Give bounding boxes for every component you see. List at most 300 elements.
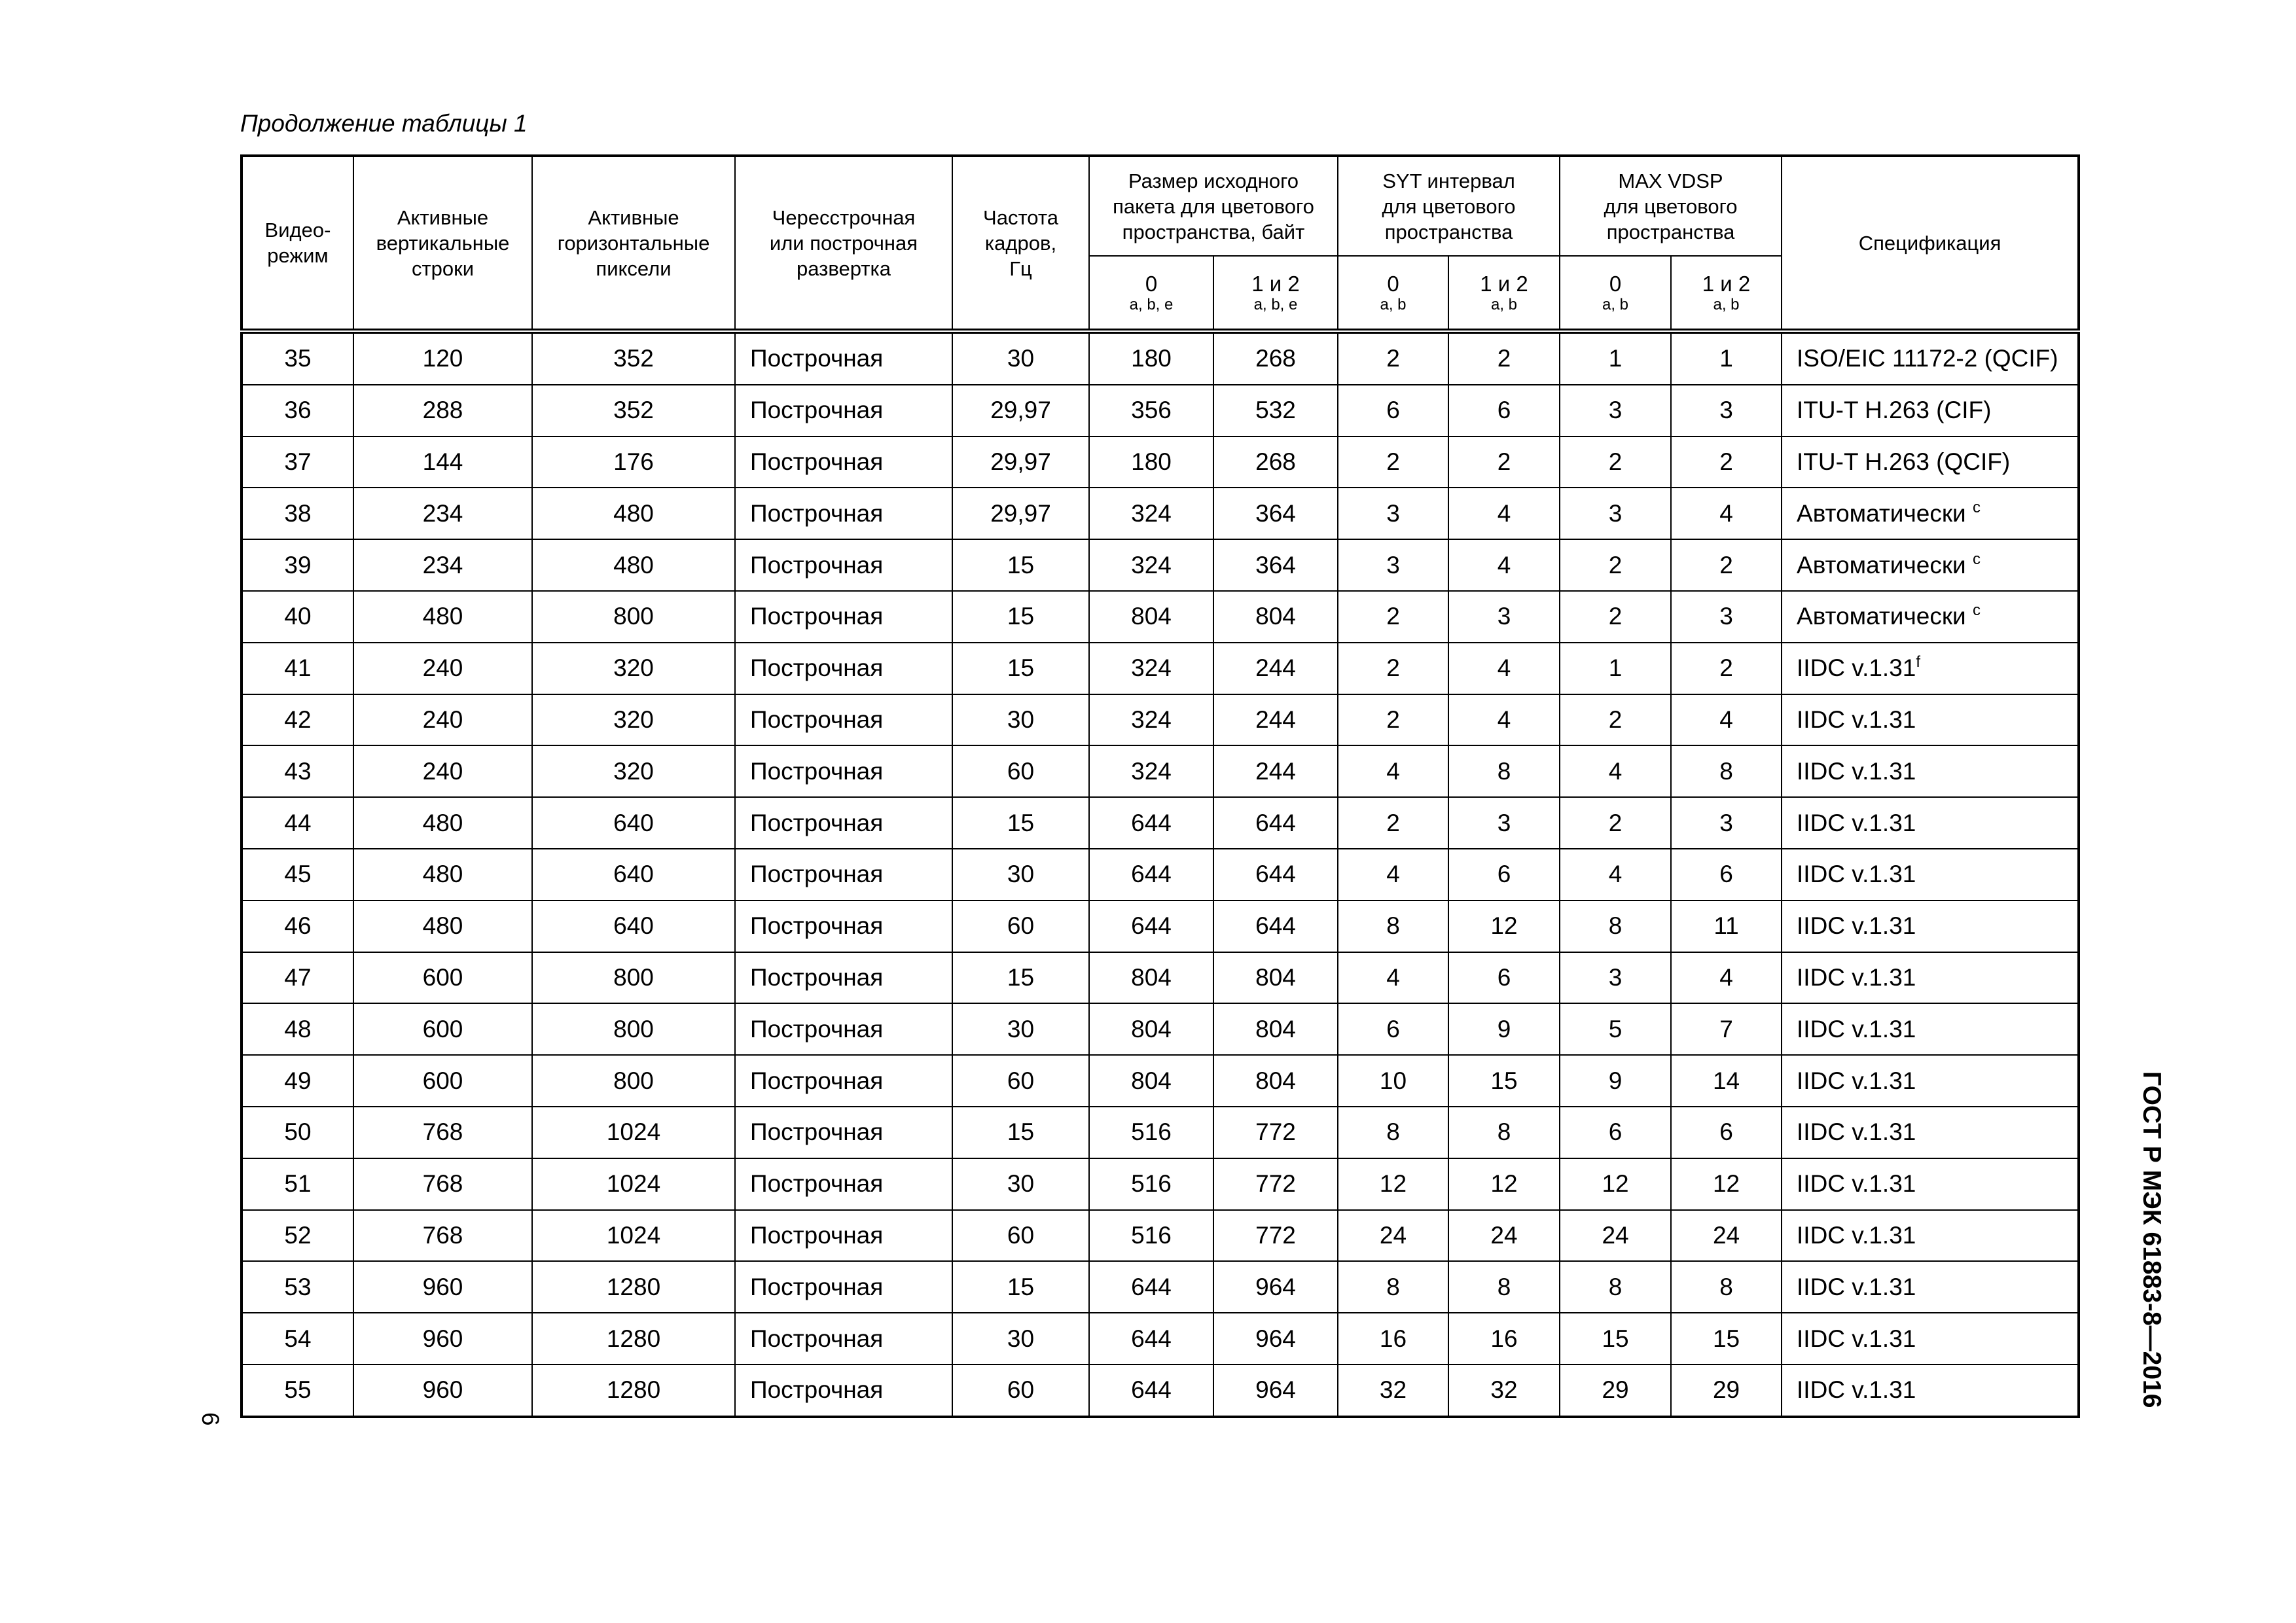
cell-spec <box>1782 797 2079 849</box>
spec-text: Автоматически <box>1797 499 1973 527</box>
cell-vert: 480 <box>353 797 532 849</box>
cell-v12: 4 <box>1671 694 1782 746</box>
cell-s0: 3 <box>1338 488 1448 539</box>
cell-horiz: 800 <box>532 952 735 1004</box>
cell-v0: 15 <box>1560 1313 1671 1364</box>
cell-v0: 1 <box>1560 643 1671 694</box>
video-modes-table <box>240 154 2080 1418</box>
cell-p0: 516 <box>1089 1158 1213 1210</box>
cell-p12: 772 <box>1213 1107 1338 1158</box>
cell-spec <box>1782 849 2079 901</box>
cell-scan: Построчная <box>735 591 952 643</box>
table-row <box>242 331 2079 385</box>
cell-v12: 15 <box>1671 1313 1782 1364</box>
standard-designation: ГОСТ Р МЭК 61883-8—2016 <box>2138 1071 2166 1408</box>
cell-freq: 60 <box>952 745 1089 797</box>
cell-scan: Построчная <box>735 437 952 488</box>
footnote-marker: c <box>1972 498 1981 516</box>
cell-vert: 480 <box>353 849 532 901</box>
cell-s12: 3 <box>1448 591 1560 643</box>
cell-vert: 120 <box>353 331 532 385</box>
cell-v12: 3 <box>1671 797 1782 849</box>
cell-p0: 324 <box>1089 694 1213 746</box>
cell-mode: 38 <box>242 488 353 539</box>
cell-spec <box>1782 1364 2079 1417</box>
cell-p0: 356 <box>1089 385 1213 437</box>
cell-v0: 3 <box>1560 952 1671 1004</box>
cell-vert: 144 <box>353 437 532 488</box>
cell-freq: 30 <box>952 849 1089 901</box>
cell-horiz: 800 <box>532 1003 735 1055</box>
cell-s0: 12 <box>1338 1158 1448 1210</box>
cell-p12: 772 <box>1213 1210 1338 1262</box>
table-row <box>242 1158 2079 1210</box>
cell-p0: 516 <box>1089 1210 1213 1262</box>
cell-horiz: 640 <box>532 849 735 901</box>
cell-v12: 4 <box>1671 488 1782 539</box>
cell-spec <box>1782 1261 2079 1313</box>
cell-mode: 41 <box>242 643 353 694</box>
cell-horiz: 480 <box>532 539 735 591</box>
cell-scan: Построчная <box>735 1210 952 1262</box>
cell-s0: 6 <box>1338 385 1448 437</box>
cell-p0: 804 <box>1089 591 1213 643</box>
cell-vert: 600 <box>353 952 532 1004</box>
cell-horiz: 320 <box>532 745 735 797</box>
table-row <box>242 901 2079 952</box>
cell-freq: 60 <box>952 1055 1089 1107</box>
cell-scan: Построчная <box>735 1261 952 1313</box>
subheader-vdsp-0: 0 a, b <box>1560 256 1671 331</box>
cell-p0: 644 <box>1089 849 1213 901</box>
cell-scan: Построчная <box>735 331 952 385</box>
cell-mode: 36 <box>242 385 353 437</box>
header-frame-rate: Частота кадров, Гц <box>952 156 1089 331</box>
cell-scan: Построчная <box>735 797 952 849</box>
cell-s12: 9 <box>1448 1003 1560 1055</box>
cell-vert: 768 <box>353 1107 532 1158</box>
cell-s0: 24 <box>1338 1210 1448 1262</box>
cell-p0: 644 <box>1089 1313 1213 1364</box>
cell-spec <box>1782 1158 2079 1210</box>
cell-scan: Построчная <box>735 1003 952 1055</box>
cell-horiz: 352 <box>532 331 735 385</box>
cell-spec <box>1782 952 2079 1004</box>
cell-s0: 2 <box>1338 643 1448 694</box>
cell-s12: 2 <box>1448 331 1560 385</box>
cell-mode: 39 <box>242 539 353 591</box>
cell-vert: 234 <box>353 488 532 539</box>
cell-spec <box>1782 1003 2079 1055</box>
cell-horiz: 1280 <box>532 1364 735 1417</box>
cell-v0: 4 <box>1560 849 1671 901</box>
cell-mode: 53 <box>242 1261 353 1313</box>
cell-s12: 15 <box>1448 1055 1560 1107</box>
cell-vert: 240 <box>353 745 532 797</box>
cell-v0: 8 <box>1560 1261 1671 1313</box>
cell-v12: 29 <box>1671 1364 1782 1417</box>
cell-mode: 54 <box>242 1313 353 1364</box>
cell-s0: 2 <box>1338 694 1448 746</box>
cell-horiz: 320 <box>532 694 735 746</box>
cell-v0: 12 <box>1560 1158 1671 1210</box>
cell-v0: 5 <box>1560 1003 1671 1055</box>
cell-spec <box>1782 437 2079 488</box>
cell-p0: 804 <box>1089 1003 1213 1055</box>
cell-p0: 324 <box>1089 643 1213 694</box>
cell-s12: 12 <box>1448 1158 1560 1210</box>
cell-v12: 1 <box>1671 331 1782 385</box>
cell-vert: 600 <box>353 1055 532 1107</box>
cell-v12: 2 <box>1671 437 1782 488</box>
cell-horiz: 1024 <box>532 1158 735 1210</box>
cell-s0: 8 <box>1338 1107 1448 1158</box>
cell-v12: 2 <box>1671 643 1782 694</box>
cell-scan: Построчная <box>735 1364 952 1417</box>
cell-freq: 30 <box>952 1313 1089 1364</box>
cell-mode: 47 <box>242 952 353 1004</box>
cell-mode: 45 <box>242 849 353 901</box>
cell-p0: 804 <box>1089 1055 1213 1107</box>
cell-s0: 4 <box>1338 849 1448 901</box>
cell-s12: 6 <box>1448 385 1560 437</box>
cell-freq: 15 <box>952 952 1089 1004</box>
cell-horiz: 800 <box>532 591 735 643</box>
cell-p0: 644 <box>1089 1261 1213 1313</box>
cell-v0: 3 <box>1560 385 1671 437</box>
cell-vert: 240 <box>353 643 532 694</box>
cell-horiz: 320 <box>532 643 735 694</box>
header-mode: Видео- режим <box>242 156 353 331</box>
cell-mode: 52 <box>242 1210 353 1262</box>
table-row <box>242 849 2079 901</box>
cell-freq: 29,97 <box>952 437 1089 488</box>
table-row <box>242 952 2079 1004</box>
cell-horiz: 640 <box>532 901 735 952</box>
cell-horiz: 480 <box>532 488 735 539</box>
cell-spec <box>1782 643 2079 694</box>
cell-scan: Построчная <box>735 952 952 1004</box>
cell-scan: Построчная <box>735 1107 952 1158</box>
cell-horiz: 1280 <box>532 1313 735 1364</box>
cell-vert: 768 <box>353 1158 532 1210</box>
cell-p12: 244 <box>1213 643 1338 694</box>
cell-v0: 1 <box>1560 331 1671 385</box>
spec-text: IIDC v.1.31 <box>1797 963 1916 991</box>
cell-spec <box>1782 1107 2079 1158</box>
cell-mode: 48 <box>242 1003 353 1055</box>
header-horizontal-pixels: Активные горизонтальные пиксели <box>532 156 735 331</box>
cell-freq: 60 <box>952 901 1089 952</box>
cell-v0: 2 <box>1560 694 1671 746</box>
cell-s12: 6 <box>1448 952 1560 1004</box>
cell-s0: 8 <box>1338 901 1448 952</box>
cell-s0: 3 <box>1338 539 1448 591</box>
cell-v0: 29 <box>1560 1364 1671 1417</box>
subheader-packet-0: 0 a, b, e <box>1089 256 1213 331</box>
cell-vert: 288 <box>353 385 532 437</box>
cell-p0: 180 <box>1089 437 1213 488</box>
table-row <box>242 591 2079 643</box>
cell-spec <box>1782 539 2079 591</box>
cell-s12: 4 <box>1448 694 1560 746</box>
cell-freq: 15 <box>952 539 1089 591</box>
page-number: 6 <box>197 1412 224 1426</box>
cell-s12: 12 <box>1448 901 1560 952</box>
cell-scan: Построчная <box>735 539 952 591</box>
cell-p12: 644 <box>1213 849 1338 901</box>
cell-freq: 30 <box>952 331 1089 385</box>
cell-p0: 324 <box>1089 488 1213 539</box>
cell-p0: 324 <box>1089 539 1213 591</box>
cell-vert: 234 <box>353 539 532 591</box>
cell-p0: 644 <box>1089 901 1213 952</box>
cell-mode: 40 <box>242 591 353 643</box>
cell-s12: 2 <box>1448 437 1560 488</box>
cell-s12: 6 <box>1448 849 1560 901</box>
cell-v12: 3 <box>1671 385 1782 437</box>
cell-s12: 8 <box>1448 1261 1560 1313</box>
cell-scan: Построчная <box>735 1158 952 1210</box>
table-row <box>242 1210 2079 1262</box>
cell-vert: 768 <box>353 1210 532 1262</box>
cell-p12: 804 <box>1213 1055 1338 1107</box>
table-row <box>242 1003 2079 1055</box>
cell-s12: 8 <box>1448 1107 1560 1158</box>
header-vertical-lines: Активные вертикальные строки <box>353 156 532 331</box>
cell-vert: 600 <box>353 1003 532 1055</box>
cell-p12: 244 <box>1213 745 1338 797</box>
spec-text: IIDC v.1.31 <box>1797 1325 1916 1352</box>
cell-s0: 4 <box>1338 745 1448 797</box>
cell-freq: 15 <box>952 591 1089 643</box>
cell-scan: Построчная <box>735 694 952 746</box>
spec-text: Автоматически <box>1797 603 1973 630</box>
cell-s0: 16 <box>1338 1313 1448 1364</box>
cell-spec <box>1782 385 2079 437</box>
footnote-marker: f <box>1916 653 1921 671</box>
cell-p12: 804 <box>1213 952 1338 1004</box>
cell-freq: 60 <box>952 1364 1089 1417</box>
cell-spec <box>1782 331 2079 385</box>
cell-v12: 2 <box>1671 539 1782 591</box>
cell-s12: 8 <box>1448 745 1560 797</box>
cell-scan: Построчная <box>735 901 952 952</box>
cell-scan: Построчная <box>735 385 952 437</box>
table-row <box>242 797 2079 849</box>
cell-v12: 8 <box>1671 745 1782 797</box>
cell-s0: 2 <box>1338 437 1448 488</box>
cell-p0: 644 <box>1089 1364 1213 1417</box>
cell-p0: 644 <box>1089 797 1213 849</box>
cell-mode: 55 <box>242 1364 353 1417</box>
cell-v0: 3 <box>1560 488 1671 539</box>
cell-scan: Построчная <box>735 1055 952 1107</box>
cell-v0: 8 <box>1560 901 1671 952</box>
spec-text: ITU-T H.263 (QCIF) <box>1797 448 2011 475</box>
table-row <box>242 437 2079 488</box>
spec-text: IIDC v.1.31 <box>1797 861 1916 888</box>
table-row <box>242 385 2079 437</box>
table-body <box>242 331 2079 1417</box>
cell-vert: 480 <box>353 901 532 952</box>
header-packet-size: Размер исходного пакета для цветового пространства, байт <box>1089 156 1338 256</box>
spec-text: IIDC v.1.31 <box>1797 1015 1916 1043</box>
cell-freq: 30 <box>952 694 1089 746</box>
cell-s12: 24 <box>1448 1210 1560 1262</box>
spec-text: IIDC v.1.31 <box>1797 1376 1916 1404</box>
table-row <box>242 1313 2079 1364</box>
footnote-marker: c <box>1972 550 1981 568</box>
cell-vert: 960 <box>353 1261 532 1313</box>
cell-v12: 6 <box>1671 1107 1782 1158</box>
cell-scan: Построчная <box>735 745 952 797</box>
cell-p12: 772 <box>1213 1158 1338 1210</box>
cell-freq: 29,97 <box>952 488 1089 539</box>
cell-horiz: 1024 <box>532 1210 735 1262</box>
cell-mode: 42 <box>242 694 353 746</box>
spec-text: ISO/EIC 11172-2 (QCIF) <box>1797 345 2058 372</box>
cell-freq: 29,97 <box>952 385 1089 437</box>
cell-horiz: 640 <box>532 797 735 849</box>
cell-mode: 46 <box>242 901 353 952</box>
spec-text: IIDC v.1.31 <box>1797 1221 1916 1249</box>
spec-text: IIDC v.1.31 <box>1797 809 1916 836</box>
table-row <box>242 745 2079 797</box>
header-syt-interval: SYT интервал для цветового пространства <box>1338 156 1560 256</box>
cell-spec <box>1782 745 2079 797</box>
cell-freq: 30 <box>952 1003 1089 1055</box>
cell-s0: 6 <box>1338 1003 1448 1055</box>
spec-text: IIDC v.1.31 <box>1797 912 1916 940</box>
cell-v12: 3 <box>1671 591 1782 643</box>
cell-p12: 268 <box>1213 331 1338 385</box>
cell-v12: 4 <box>1671 952 1782 1004</box>
cell-p0: 180 <box>1089 331 1213 385</box>
cell-spec <box>1782 1055 2079 1107</box>
page-number-box <box>197 1412 226 1438</box>
table-row <box>242 643 2079 694</box>
cell-p0: 804 <box>1089 952 1213 1004</box>
cell-v0: 6 <box>1560 1107 1671 1158</box>
cell-p12: 964 <box>1213 1261 1338 1313</box>
cell-mode: 35 <box>242 331 353 385</box>
cell-scan: Построчная <box>735 849 952 901</box>
cell-spec <box>1782 591 2079 643</box>
cell-s0: 2 <box>1338 797 1448 849</box>
cell-scan: Построчная <box>735 643 952 694</box>
table-row <box>242 1364 2079 1417</box>
cell-vert: 480 <box>353 591 532 643</box>
cell-s0: 2 <box>1338 331 1448 385</box>
cell-v12: 8 <box>1671 1261 1782 1313</box>
cell-p12: 804 <box>1213 591 1338 643</box>
header-scan-type: Чересстрочная или построчная развертка <box>735 156 952 331</box>
cell-p0: 516 <box>1089 1107 1213 1158</box>
cell-mode: 50 <box>242 1107 353 1158</box>
table-row <box>242 1107 2079 1158</box>
spec-text: IIDC v.1.31 <box>1797 1170 1916 1198</box>
subheader-vdsp-1-2: 1 и 2 a, b <box>1671 256 1782 331</box>
spec-text: ITU-T H.263 (CIF) <box>1797 397 1992 424</box>
cell-v0: 2 <box>1560 437 1671 488</box>
cell-horiz: 176 <box>532 437 735 488</box>
cell-mode: 49 <box>242 1055 353 1107</box>
cell-freq: 15 <box>952 797 1089 849</box>
cell-horiz: 800 <box>532 1055 735 1107</box>
cell-scan: Построчная <box>735 1313 952 1364</box>
cell-p12: 364 <box>1213 539 1338 591</box>
cell-scan: Построчная <box>735 488 952 539</box>
cell-freq: 30 <box>952 1158 1089 1210</box>
cell-mode: 43 <box>242 745 353 797</box>
cell-spec <box>1782 1313 2079 1364</box>
cell-spec <box>1782 694 2079 746</box>
cell-freq: 60 <box>952 1210 1089 1262</box>
cell-p12: 364 <box>1213 488 1338 539</box>
cell-mode: 44 <box>242 797 353 849</box>
cell-v12: 12 <box>1671 1158 1782 1210</box>
cell-vert: 960 <box>353 1364 532 1417</box>
cell-horiz: 352 <box>532 385 735 437</box>
cell-mode: 51 <box>242 1158 353 1210</box>
cell-v0: 2 <box>1560 539 1671 591</box>
cell-s12: 4 <box>1448 539 1560 591</box>
spec-text: IIDC v.1.31 <box>1797 1273 1916 1300</box>
cell-freq: 15 <box>952 1107 1089 1158</box>
spec-text: IIDC v.1.31 <box>1797 1067 1916 1094</box>
table-header <box>242 156 2079 331</box>
cell-vert: 240 <box>353 694 532 746</box>
cell-p12: 644 <box>1213 901 1338 952</box>
cell-horiz: 1280 <box>532 1261 735 1313</box>
cell-v0: 24 <box>1560 1210 1671 1262</box>
cell-freq: 15 <box>952 1261 1089 1313</box>
cell-v12: 14 <box>1671 1055 1782 1107</box>
cell-s0: 32 <box>1338 1364 1448 1417</box>
cell-s12: 3 <box>1448 797 1560 849</box>
spec-text: IIDC v.1.31 <box>1797 1118 1916 1146</box>
subheader-syt-0: 0 a, b <box>1338 256 1448 331</box>
cell-v0: 4 <box>1560 745 1671 797</box>
cell-v12: 24 <box>1671 1210 1782 1262</box>
cell-s0: 4 <box>1338 952 1448 1004</box>
cell-s12: 16 <box>1448 1313 1560 1364</box>
spec-text: IIDC v.1.31 <box>1797 757 1916 785</box>
cell-v12: 11 <box>1671 901 1782 952</box>
spec-text: IIDC v.1.31 <box>1797 654 1916 682</box>
cell-s0: 10 <box>1338 1055 1448 1107</box>
cell-p12: 644 <box>1213 797 1338 849</box>
spec-text: Автоматически <box>1797 551 1973 579</box>
cell-s12: 4 <box>1448 488 1560 539</box>
header-max-vdsp: MAX VDSP для цветового пространства <box>1560 156 1782 256</box>
cell-spec <box>1782 1210 2079 1262</box>
cell-v0: 9 <box>1560 1055 1671 1107</box>
cell-v12: 6 <box>1671 849 1782 901</box>
cell-p0: 324 <box>1089 745 1213 797</box>
cell-mode: 37 <box>242 437 353 488</box>
cell-s0: 8 <box>1338 1261 1448 1313</box>
cell-v0: 2 <box>1560 797 1671 849</box>
table-row <box>242 1261 2079 1313</box>
cell-s0: 2 <box>1338 591 1448 643</box>
spec-text: IIDC v.1.31 <box>1797 705 1916 733</box>
cell-p12: 244 <box>1213 694 1338 746</box>
cell-vert: 960 <box>353 1313 532 1364</box>
subheader-syt-1-2: 1 и 2 a, b <box>1448 256 1560 331</box>
table-row <box>242 488 2079 539</box>
